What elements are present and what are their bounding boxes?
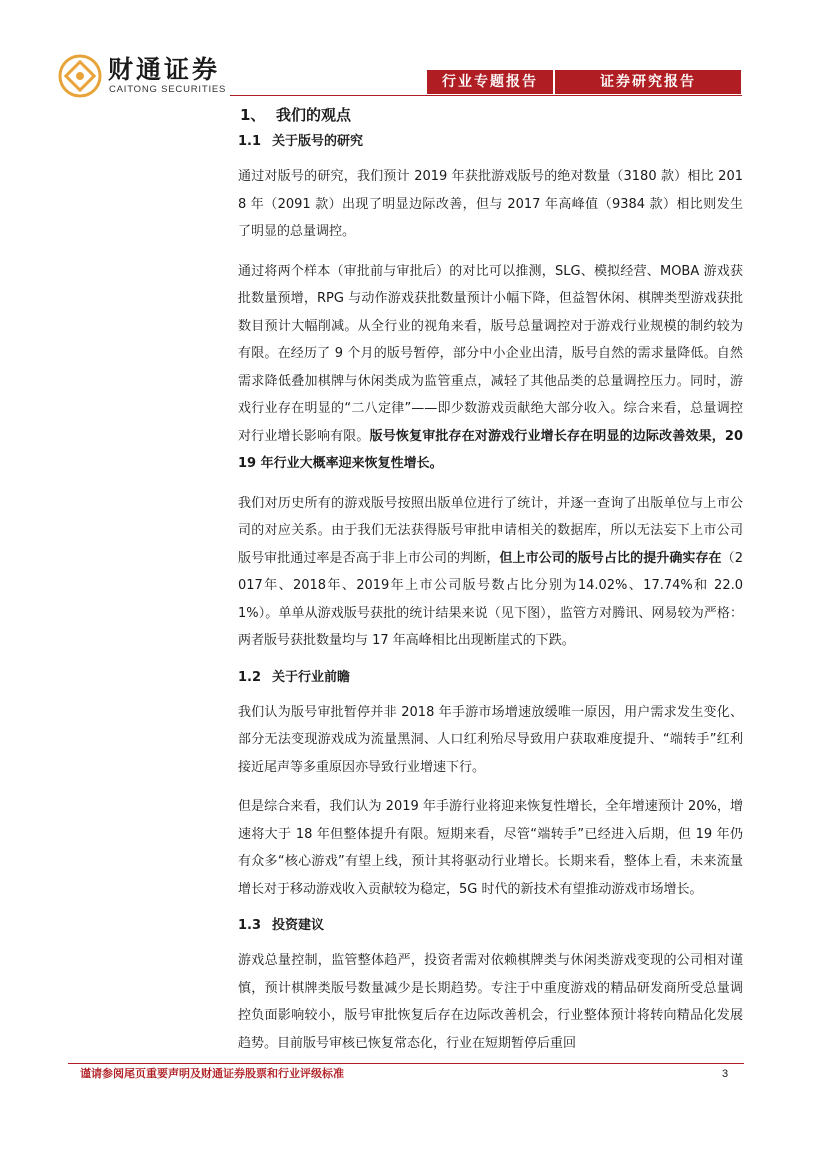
subsection-number: 1.3 bbox=[238, 918, 262, 933]
paragraph: 通过对版号的研究，我们预计 2019 年获批游戏版号的绝对数量（3180 款）相比 2018 年（2091 款）出现了明显边际改善，但与 2017 年高峰值（9384 款）相比则发生了明显的总量调控。 bbox=[238, 169, 743, 239]
subsection-title: 投资建议 bbox=[272, 918, 325, 933]
footer-divider bbox=[68, 1063, 744, 1064]
section-heading-1 bbox=[240, 102, 743, 128]
paragraph: 但是综合来看，我们认为 2019 年手游行业将迎来恢复性增长，全年增速预计 20%，增速将大于 18 年但整体提升有限。短期来看，尽管“端转手”已经进入后期，但 19 年仍有众多“核心游戏”有望上线，预计其将驱动行业增长。长期来看，整体上看，未来流量增长对于移动游戏收入贡献较为稳定，5G 时代的新技术有望推动游戏市场增长。 bbox=[238, 799, 743, 897]
header-divider bbox=[230, 95, 742, 96]
brand-name-en: CAITONG SECURITIES bbox=[109, 84, 227, 95]
subsection-title: 关于行业前瞻 bbox=[272, 669, 351, 685]
subsection-number: 1.2 bbox=[238, 669, 262, 685]
page-number: 3 bbox=[722, 1068, 729, 1080]
brand-name-cn: 财通证券 bbox=[108, 55, 221, 84]
paragraph bbox=[238, 490, 743, 655]
report-body bbox=[238, 100, 743, 1069]
subsection-heading-1-1 bbox=[238, 131, 743, 153]
section-title: 我们的观点 bbox=[276, 106, 352, 124]
subsection-title: 关于版号的研究 bbox=[272, 134, 364, 149]
report-category-tag: 证券研究报告 bbox=[600, 74, 696, 90]
paragraph: 我们认为版号审批暂停并非 2018 年手游市场增速放缓唯一原因，用户需求发生变化、部分无法变现游戏成为流量黑洞、人口红利殆尽导致用户获取难度提升、“端转手”红利接近尾声等多重原因亦导致行业增速下行。 bbox=[238, 704, 743, 775]
paragraph: 游戏总量控制，监管整体趋严，投资者需对依赖棋牌类与休闲类游戏变现的公司相对谨慎，预计棋牌类版号数量减少是长期趋势。专注于中重度游戏的精品研发商所受总量调控负面影响较小，版号审批恢复后存在边际改善机会，行业整体预计将转向精品化发展趋势。目前版号审核已恢复常态化，行业在短期暂停后重回 bbox=[238, 953, 743, 1051]
paragraph-emphasis: 但上市公司的版号占比的提升确实存在 bbox=[499, 550, 722, 566]
paragraph-text: （2017年、2018年、2019年上市公司版号数占比分别为14.02%、17.74%和 22.01%）。单单从游戏版号获批的统计结果来说（见下图），监管方对腾讯、网易较为严格：两者版号获批数量均与 17 年高峰相比出现断崖式的下跌。 bbox=[238, 550, 743, 648]
report-type-tag: 行业专题报告 bbox=[442, 74, 538, 90]
paragraph-emphasis: 版号恢复审批存在对游戏行业增长存在明显的边际改善效果，2019 年行业大概率迎来恢复性增长。 bbox=[238, 428, 743, 471]
paragraph-text: 我们对历史所有的游戏版号按照出版单位进行了统计，并逐一查询了出版单位与上市公司的对应关系。由于我们无法获得版号审批申请相关的数据库，所以无法妄下上市公司版号审批通过率是否高于非上市公司的判断， bbox=[238, 495, 743, 566]
subsection-heading-1-3 bbox=[238, 915, 743, 937]
section-number: 1、 bbox=[240, 106, 266, 124]
paragraph bbox=[238, 258, 743, 478]
subsection-number: 1.1 bbox=[238, 134, 262, 149]
subsection-heading-1-2 bbox=[238, 667, 743, 689]
paragraph-text: 通过将两个样本（审批前与审批后）的对比可以推测，SLG、模拟经营、MOBA 游戏获批数量预增，RPG 与动作游戏获批数量预计小幅下降，但益智休闲、棋牌类型游戏获批数目预计大幅削减。从全行业的视角来看，版号总量调控对于游戏行业规模的制约较为有限。在经历了 9 个月的版号暂停，部分中小企业出清，版号自然的需求量降低。自然需求降低叠加棋牌与休闲类成为监管重点，减轻了其他品类的总量调控压力。同时，游戏行业存在明显的“二八定律”——即少数游戏贡献绝大部分收入。综合来看，总量调控对行业增长影响有限。 bbox=[238, 263, 743, 444]
caitong-logo-icon bbox=[58, 54, 102, 98]
header-tag-bar bbox=[427, 70, 741, 94]
footer-disclaimer: 谨请参阅尾页重要声明及财通证券股票和行业评级标准 bbox=[80, 1067, 344, 1080]
